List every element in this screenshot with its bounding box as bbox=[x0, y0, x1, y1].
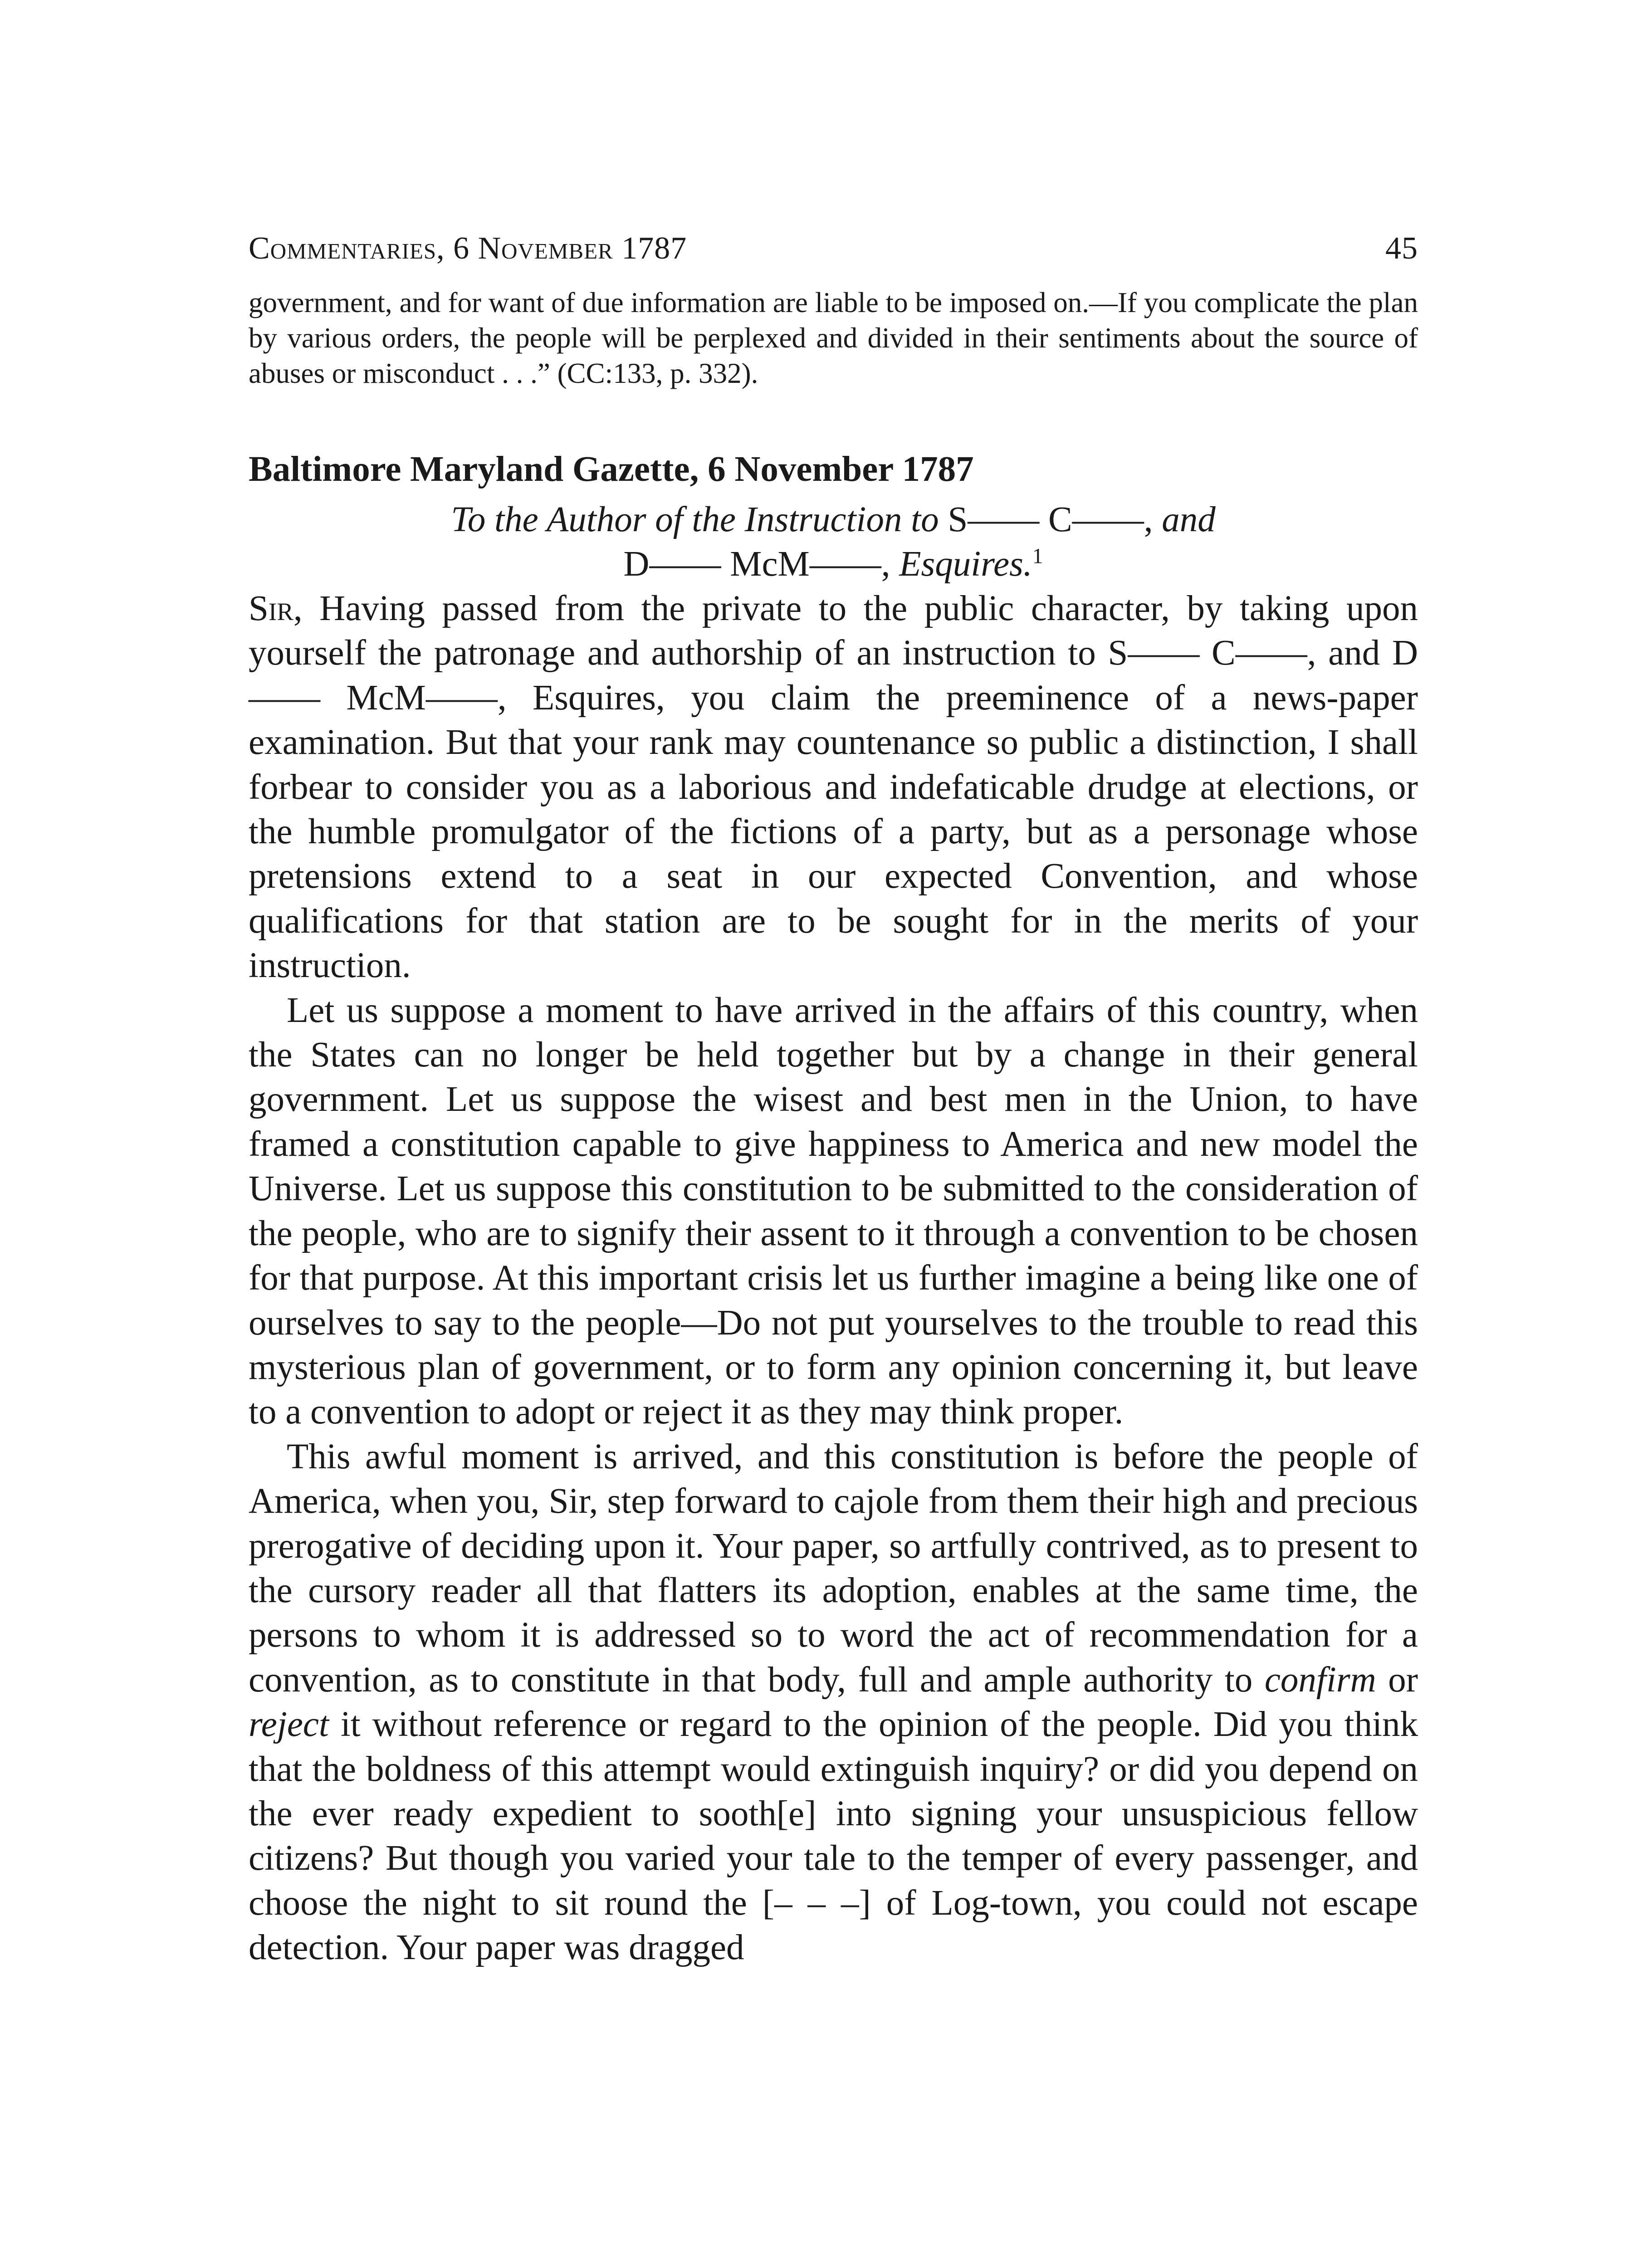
running-head bbox=[249, 226, 1418, 280]
paragraph-3 bbox=[249, 1435, 1418, 1970]
salutation-line-2 bbox=[249, 542, 1418, 587]
paragraph-2: Let us suppose a moment to have arrived in the affairs of this country, when the States can no longer be held together but by a change in their general government. Let us suppose the wisest and best men in the Union, to have framed a constitution capable to give happiness to America and new model the Universe. Let us suppose this constitution to be submitted to the consideration of the people, who are to signify their assent to it through a convention to be chosen for that purpose. At this important crisis let us further imagine a being like one of ourselves to say to the people—Do not put yourselves to the trouble to read this mysterious plan of government, or to form any opinion concerning it, but leave to a convention to adopt or reject it as they may think proper. bbox=[249, 990, 1418, 1432]
word-reject: reject bbox=[249, 1705, 329, 1745]
continued-note bbox=[249, 285, 1418, 391]
document-page bbox=[249, 226, 1418, 1970]
salutation bbox=[249, 498, 1418, 587]
salutation-italic-2: Esquires. bbox=[899, 544, 1032, 584]
salutation-line-1 bbox=[249, 498, 1418, 542]
salutation-italic-1: To the Author of the Instruction to bbox=[451, 500, 939, 539]
paragraph-1-text: Having passed from the private to the public character, by taking upon yourself the patronage and authorship of an instruction to S—— C——, and D—— McM——, Esquires, you claim the preeminence of a news-paper examination. But that your rank may countenance so public a distinction, I shall forbear to consider you as a laborious and indefaticable drudge at elections, or the humble promulgator of the fictions of a party, but as a personage whose pretensions extend to a seat in our expected Convention, and whose qualifications for that station are to be sought for in the merits of your instruction. bbox=[249, 589, 1418, 986]
article-heading: Baltimore Maryland Gazette, 6 November 1787 bbox=[249, 450, 974, 489]
paragraph-3-part-2: it without reference or regard to the opinion of the people. Did you think that the boldness of this attempt would extinguish inquiry? or did you depend on the ever ready expedient to sooth[e] into signing your unsuspicious fellow citizens? But though you varied your tale to the temper of every passenger, and choose the night to sit round the [– – –] of Log-town, you could not escape detection. Your paper was dragged bbox=[249, 1705, 1418, 1968]
salutation-names-1: S—— C——, bbox=[939, 500, 1162, 539]
salutation-sir: Sir, bbox=[249, 589, 303, 628]
word-confirm: confirm bbox=[1264, 1660, 1376, 1700]
article-body bbox=[249, 587, 1418, 1970]
salutation-names-2: D—— McM——, bbox=[623, 544, 900, 584]
salutation-and: and bbox=[1162, 500, 1216, 539]
word-or: or bbox=[1376, 1660, 1418, 1700]
page-number: 45 bbox=[1385, 231, 1418, 266]
paragraph-3-part-1: This awful moment is arrived, and this constitution is before the people of America, when you, Sir, step forward to cajole from them their high and precious prerogative of deciding upon it. Your paper, so artfully contrived, as to present to the cursory reader all that flatters its adoption, enables at the same time, the persons to whom it is addressed so to word the act of recommendation for a convention, as to constitute in that body, full and ample authority to bbox=[249, 1437, 1418, 1700]
paragraph-1 bbox=[249, 587, 1418, 988]
footnote-reference: 1 bbox=[1032, 544, 1043, 568]
running-head-title: Commentaries, 6 November 1787 bbox=[249, 231, 687, 266]
note-text: government, and for want of due information are liable to be imposed on.—If you complicate the plan by various orders, the people will be perplexed and divided in their sentiments about the source of abuses or misconduct . . .” (CC:133, p. 332). bbox=[249, 287, 1418, 389]
